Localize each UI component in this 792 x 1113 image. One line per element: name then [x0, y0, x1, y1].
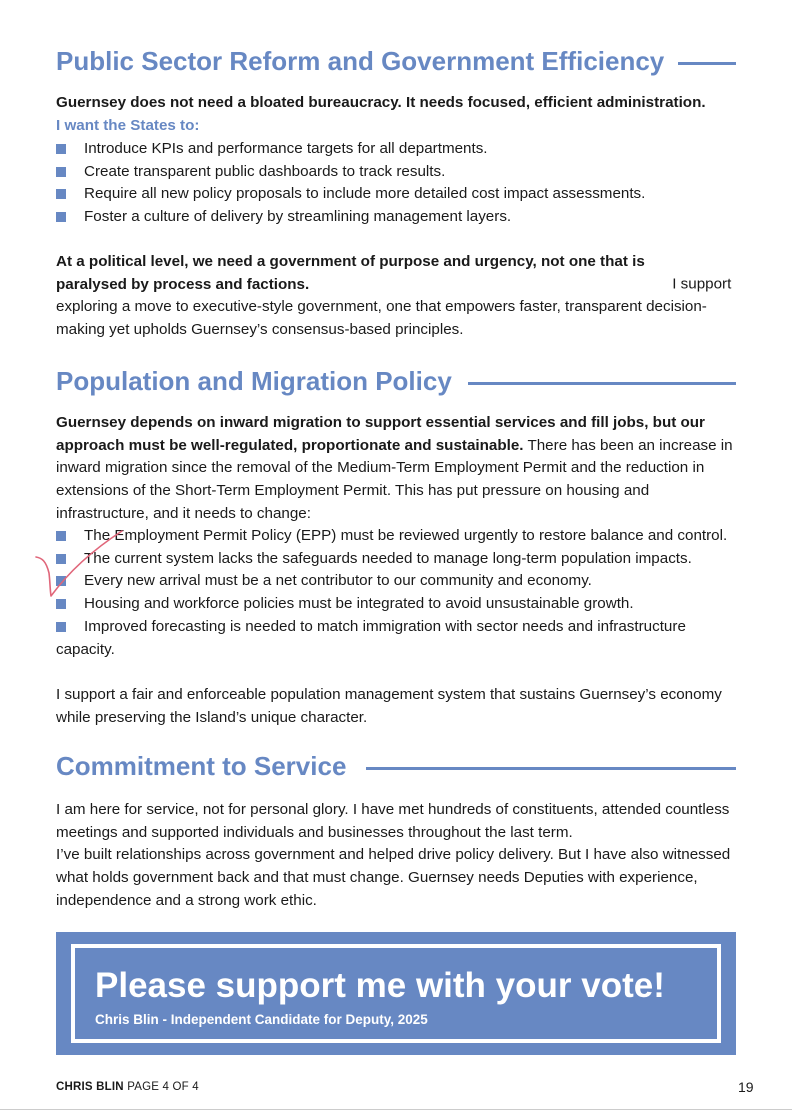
square-bullet-icon [56, 189, 66, 199]
square-bullet-icon [56, 212, 66, 222]
vote-banner [56, 932, 736, 1055]
square-bullet-icon [56, 167, 66, 177]
reform-heading: Public Sector Reform and Government Efficiency [56, 46, 665, 76]
list-item: Foster a culture of delivery by streamlining management layers. [56, 206, 736, 229]
population-paragraph: Guernsey depends on inward migration to support essential services and fill jobs, but our approach must be well-regulated, proportionate and sustainable. There has been an increase in inward migration since the removal of the Medium-Term Employment Permit and the reduction in extensions of the Short-Term Employment Permit. This has put pressure on housing and infrastructure, and it needs to change: [56, 414, 733, 522]
reform-heading-row [56, 46, 736, 77]
heading-rule [468, 382, 736, 385]
footer-author: CHRIS BLIN [56, 1081, 124, 1093]
checkmark-annotation-icon [30, 525, 130, 605]
vote-banner-title: Please support me with your vote! [95, 966, 665, 1005]
commitment-heading: Commitment to Service [56, 751, 347, 781]
population-closing: I support a fair and enforceable population management system that sustains Guernsey’s economy while preserving the Island’s unique character. [56, 686, 722, 726]
list-item: Require all new policy proposals to include more detailed cost impact assessments. [56, 183, 736, 206]
population-bullet-list [56, 525, 736, 661]
population-heading-row [56, 366, 736, 397]
population-heading: Population and Migration Policy [56, 366, 452, 396]
list-item: Improved forecasting is needed to match immigration with sector needs and infrastructure capacity. [56, 617, 686, 658]
list-item: The Employment Permit Policy (EPP) must be reviewed urgently to restore balance and control. [56, 525, 736, 548]
square-bullet-icon [56, 144, 66, 154]
heading-rule [366, 767, 736, 770]
list-item: Every new arrival must be a net contributor to our community and economy. [56, 570, 736, 593]
list-item: Create transparent public dashboards to track results. [56, 161, 736, 184]
heading-rule [678, 62, 736, 65]
square-bullet-icon [56, 622, 66, 632]
reform-want-label: I want the States to: [56, 117, 200, 134]
commitment-paragraph: I am here for service, not for personal glory. I have met hundreds of constituents, attended countless meetings and supported individuals and businesses throughout the last term. I’ve built relationships across government and helped drive policy delivery. But I have also witnessed what holds government back and that must change. Guernsey needs Deputies with experience, independence and a strong work ethic. [56, 801, 731, 909]
reform-intro: Guernsey does not need a bloated bureaucracy. It needs focused, efficient administration. [56, 94, 706, 111]
vote-banner-frame [71, 944, 721, 1043]
footer-page-label: PAGE 4 OF 4 [123, 1081, 199, 1093]
reform-bullet-list [56, 138, 736, 229]
commitment-heading-row [56, 751, 736, 782]
list-item: Introduce KPIs and performance targets for all departments. [56, 138, 736, 161]
bottom-divider [0, 1109, 792, 1110]
page-number: 19 [738, 1079, 754, 1095]
list-item: The current system lacks the safeguards needed to manage long-term population impacts. [56, 548, 736, 571]
list-item: Housing and workforce policies must be integrated to avoid unsustainable growth. [56, 593, 736, 616]
vote-banner-subtitle: Chris Blin - Independent Candidate for Deputy, 2025 [95, 1012, 428, 1027]
reform-political-paragraph: At a political level, we need a government of purpose and urgency, not one that is paralysed by process and factions. I support exploring a move to executive-style government, one that empowers faster, transparent decision-making yet upholds Guernsey’s consensus-based principles. [56, 253, 732, 339]
footer-label [56, 1081, 199, 1093]
